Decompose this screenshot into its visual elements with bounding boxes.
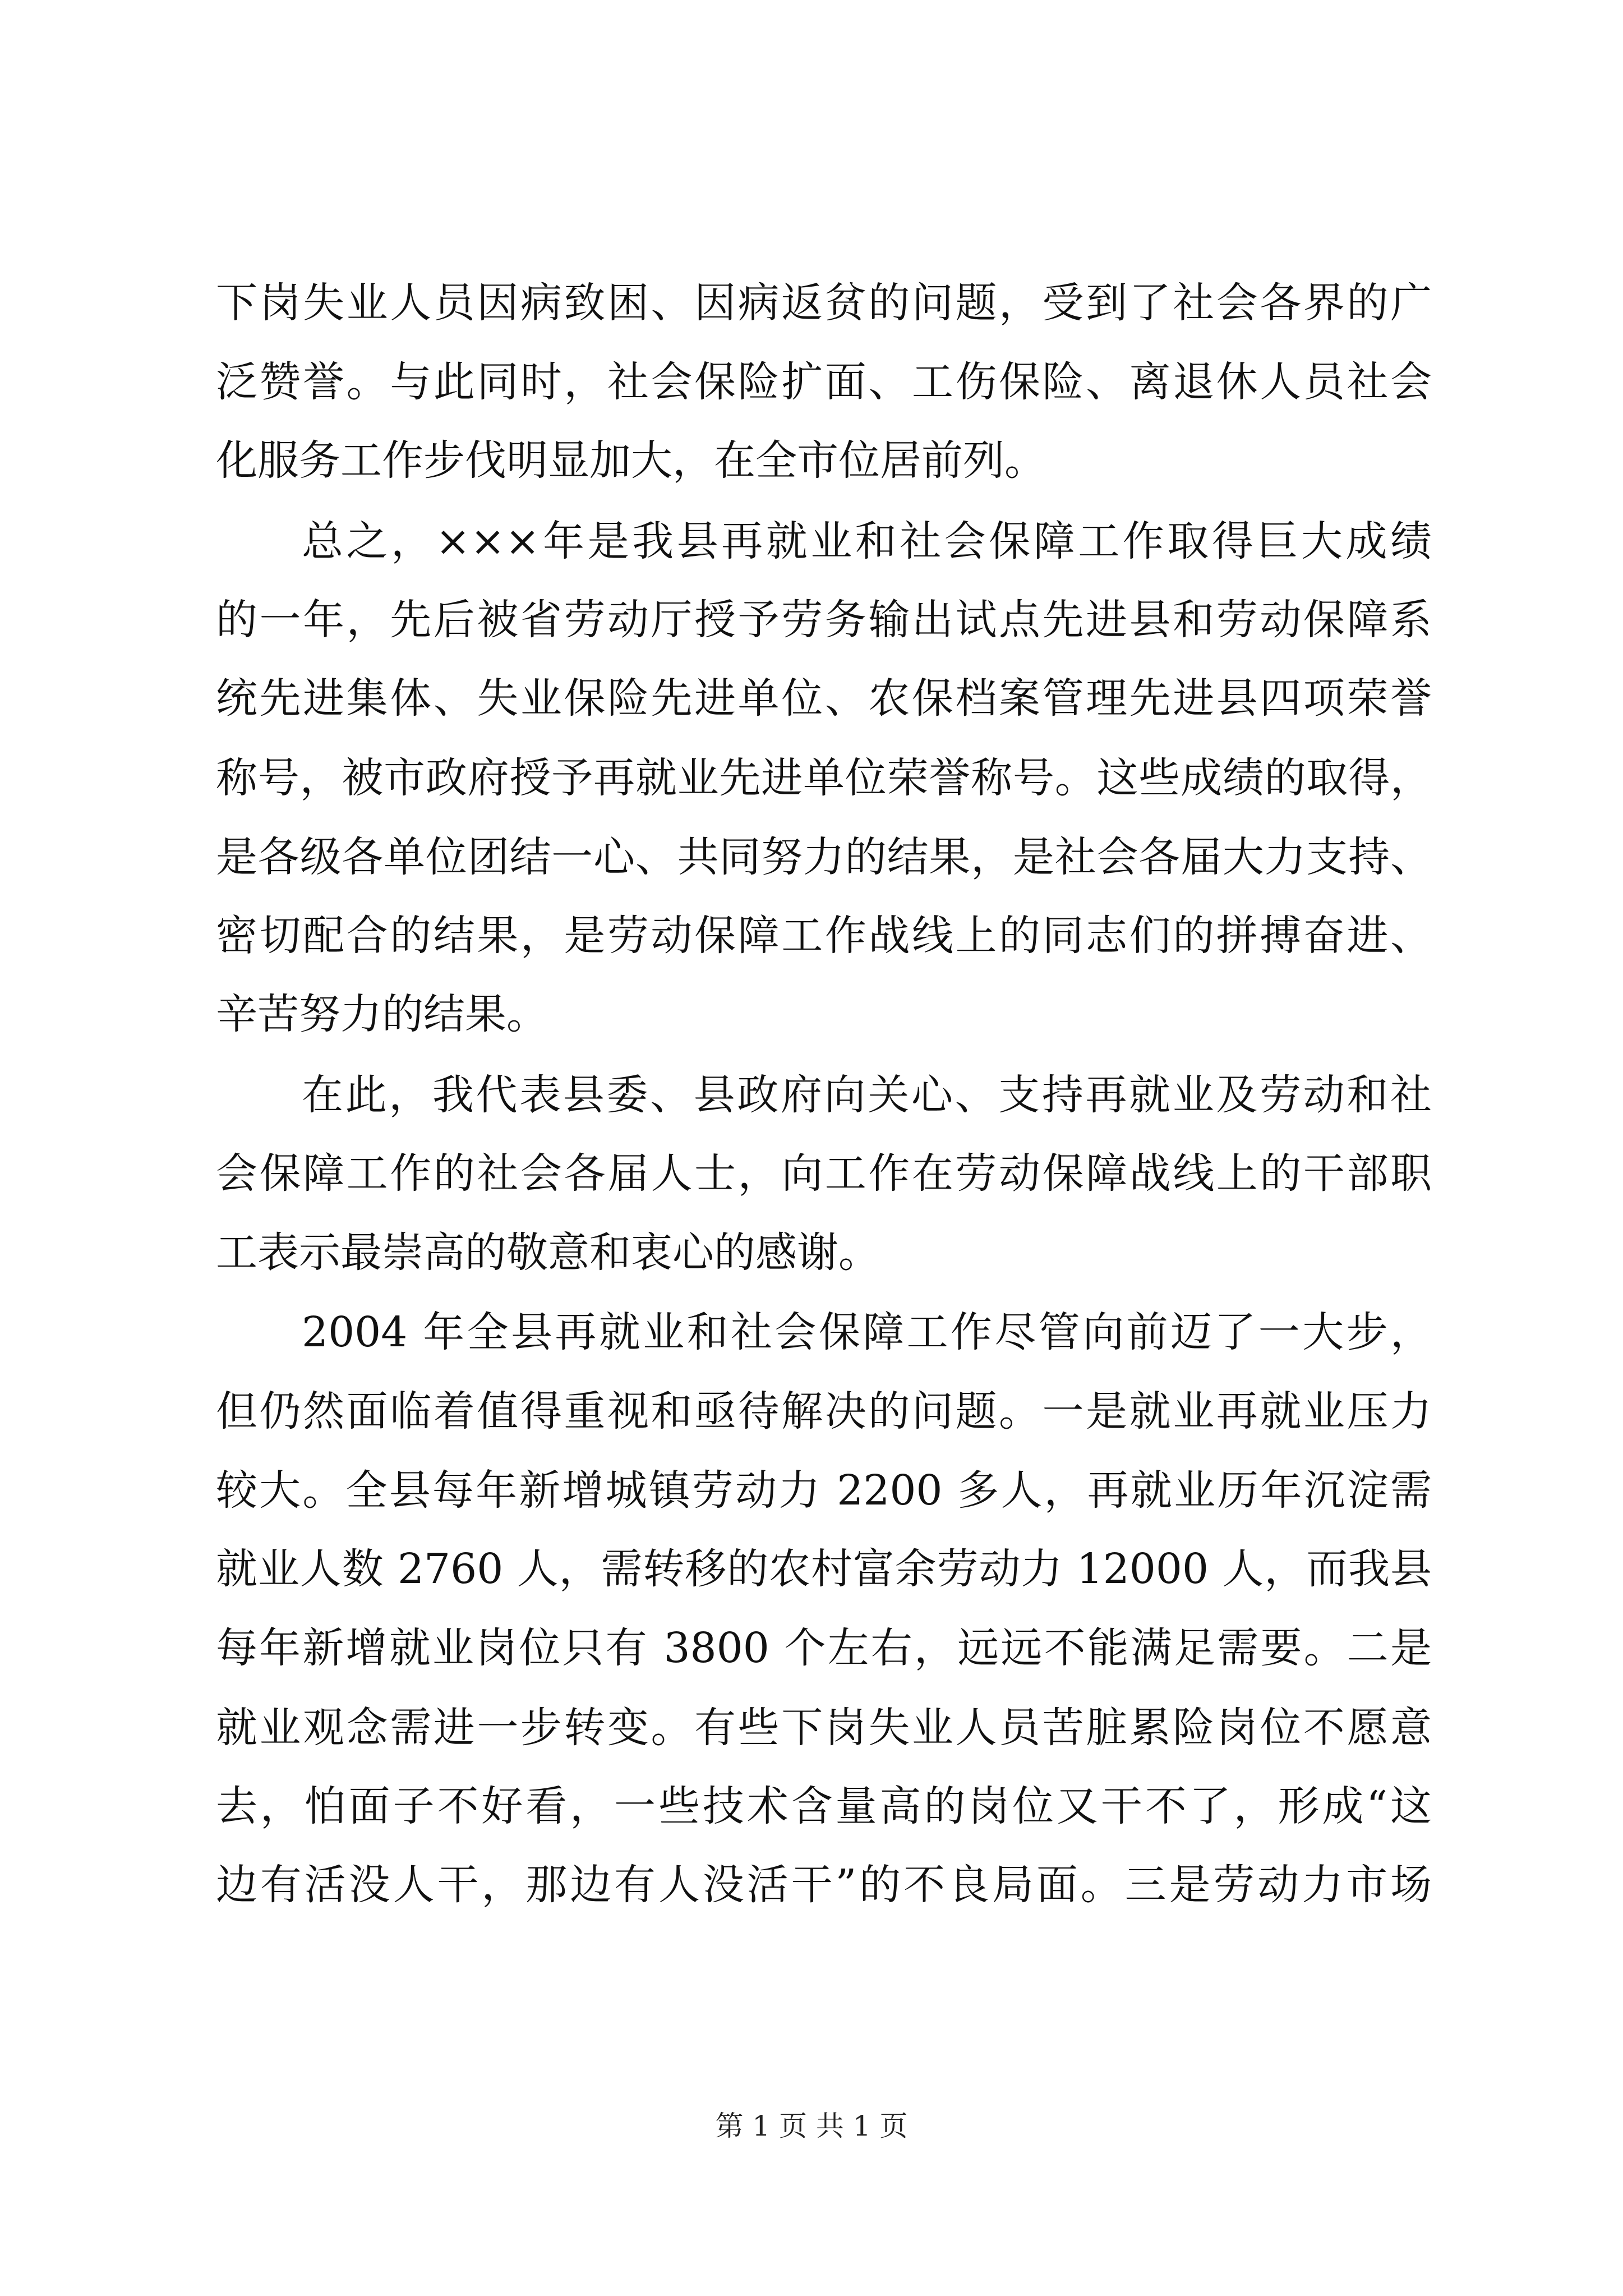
paragraph-first-line: 2004 年全县再就业和社会保障工作尽管向前迈了一大步，	[302, 1308, 1432, 1356]
paragraph-first-line: 总之，×××年是我县再就业和社会保障工作取得巨大成绩	[302, 517, 1432, 565]
text-line: 辛苦努力的结果。	[216, 990, 548, 1038]
text-line: 就业人数 2760 人，需转移的农村富余劳动力 12000 人，而我县	[216, 1545, 1432, 1593]
text-line: 的一年，先后被省劳动厅授予劳务输出试点先进县和劳动保障系	[216, 596, 1432, 644]
text-line: 就业观念需进一步转变。有些下岗失业人员苦脏累险岗位不愿意	[216, 1704, 1432, 1752]
text-line: 较大。全县每年新增城镇劳动力 2200 多人，再就业历年沉淀需	[216, 1466, 1432, 1515]
text-line: 统先进集体、失业保险先进单位、农保档案管理先进县四项荣誉	[216, 674, 1432, 723]
text-line: 泛赞誉。与此同时，社会保险扩面、工伤保险、离退休人员社会	[216, 358, 1432, 406]
text-line: 化服务工作步伐明显加大，在全市位居前列。	[216, 436, 1046, 485]
page-footer: 第 1 页 共 1 页	[715, 2110, 908, 2142]
text-line: 边有活没人干，那边有人没活干”的不良局面。三是劳动力市场	[216, 1861, 1432, 1909]
text-line: 工表示最崇高的敬意和衷心的感谢。	[216, 1228, 880, 1277]
text-line: 每年新增就业岗位只有 3800 个左右，远远不能满足需要。二是	[216, 1624, 1432, 1672]
text-line: 是各级各单位团结一心、共同努力的结果，是社会各届大力支持、	[216, 833, 1432, 881]
text-line: 但仍然面临着值得重视和亟待解决的问题。一是就业再就业压力	[216, 1387, 1432, 1435]
text-line: 会保障工作的社会各届人士，向工作在劳动保障战线上的干部职	[216, 1149, 1432, 1198]
text-line: 密切配合的结果，是劳动保障工作战线上的同志们的拼搏奋进、	[216, 912, 1432, 960]
text-line: 去，怕面子不好看，一些技术含量高的岗位又干不了，形成“这	[216, 1782, 1432, 1830]
text-line: 下岗失业人员因病致困、因病返贫的问题，受到了社会各界的广	[216, 279, 1432, 327]
text-line: 称号，被市政府授予再就业先进单位荣誉称号。这些成绩的取得，	[216, 754, 1432, 802]
paragraph-first-line: 在此，我代表县委、县政府向关心、支持再就业及劳动和社	[302, 1071, 1432, 1119]
